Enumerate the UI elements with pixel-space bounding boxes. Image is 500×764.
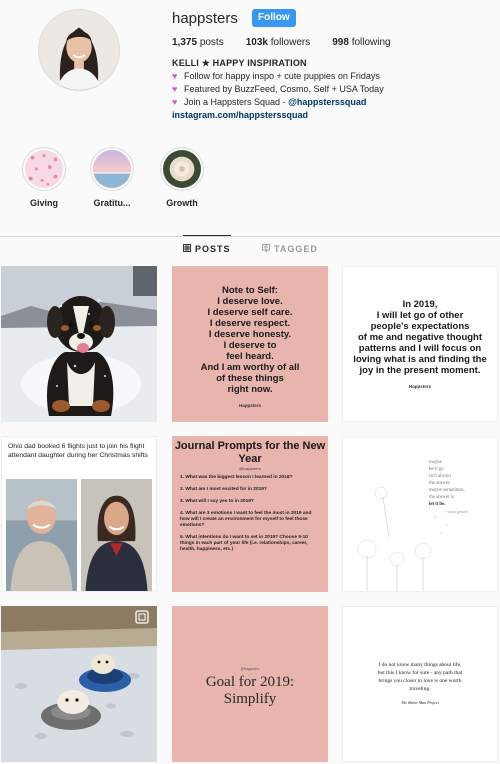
journal-prompt: 4. What are 3 emotions I want to feel the most in 2019 and how will I create an environment for myself to feel those emotions? xyxy=(180,511,312,528)
post-tile-in-2019[interactable] xyxy=(342,266,498,422)
quote-line: In 2019, xyxy=(402,299,438,310)
quote-line: but this I know for sure - any path that xyxy=(377,670,463,676)
quote-line: right now. xyxy=(227,383,273,395)
tab-divider xyxy=(0,236,500,237)
journal-prompt: 3. What will I say yes to in 2019? xyxy=(180,499,254,504)
bio-website-link[interactable]: instagram.com/happsterssquad xyxy=(172,110,309,120)
follow-button[interactable]: Follow xyxy=(252,9,296,27)
heart-icon: ♥ xyxy=(172,71,178,81)
journal-prompt-list xyxy=(172,475,328,553)
post-tile-note-to-self[interactable] xyxy=(172,266,328,422)
dad-photo xyxy=(6,479,77,592)
highlight-label: Growth xyxy=(166,198,198,208)
post-tile-dandelion[interactable] xyxy=(342,436,498,592)
stat-following[interactable]: 998 following xyxy=(332,37,391,48)
flower-icon xyxy=(163,150,201,188)
bio-line: ♥ Follow for happy inspo + cute puppies on Fridays xyxy=(172,71,380,81)
quote-line: patterns and I will focus on xyxy=(358,343,482,354)
puppy-photo xyxy=(1,266,157,422)
tab-posts[interactable] xyxy=(183,244,231,254)
avatar-photo xyxy=(39,10,119,90)
profile-username: happsters xyxy=(172,10,238,27)
quote-line: I deserve to xyxy=(223,339,277,351)
highlight-growth[interactable] xyxy=(152,147,212,208)
quote-line: I deserve self care. xyxy=(207,306,293,318)
goal-title: Goal for 2019: xyxy=(205,673,295,690)
quote-line: maybe xyxy=(429,460,442,465)
quote-line: joy in the present moment. xyxy=(359,365,481,376)
bio-line: ♥ Featured by BuzzFeed, Cosmo, Self + USA Today xyxy=(172,84,384,94)
grid-icon xyxy=(183,244,191,254)
sunset-icon xyxy=(93,150,131,188)
profile-bio xyxy=(172,57,492,122)
quote-line: let it go xyxy=(429,467,444,472)
quote-line: maybe sometimes, xyxy=(429,488,465,493)
quote-line: And I am worthy of all xyxy=(200,361,300,373)
journal-prompt: 5. What intentions do I want to set in 2019? Choose 5-10 things in each part of your life (i.e. relationships, career, health, happiness, etc.) xyxy=(180,535,308,552)
tab-posts-label: POSTS xyxy=(195,244,231,254)
seal-pups-photo xyxy=(1,606,157,762)
quote-line: brings you closer to love is one worth xyxy=(378,678,462,684)
quote-line: people's expectations xyxy=(370,321,470,332)
quote-line: traveling. xyxy=(409,686,431,692)
journal-prompt: 2. What am I most excited for in 2019? xyxy=(180,487,267,492)
highlight-gratitude[interactable] xyxy=(82,147,142,208)
quote-line: I do not know many things about life, xyxy=(378,662,462,668)
quote-line: the answer. xyxy=(429,481,451,486)
highlight-giving[interactable] xyxy=(14,147,74,208)
tag-icon xyxy=(262,244,270,254)
goal-word: Simplify xyxy=(223,690,277,707)
post-tile-path-to-love[interactable] xyxy=(342,606,498,762)
quote-line: I will let go of other xyxy=(376,310,464,321)
quote-line: loving what is and finding the xyxy=(353,354,487,365)
bio-line: ♥ Join a Happsters Squad - @happsterssquad xyxy=(172,97,367,107)
quote-signature: Happsters xyxy=(408,384,431,389)
quote-line: the answer is xyxy=(429,495,455,500)
quote-signature: - mara gerard xyxy=(445,509,468,514)
post-tile-goal-2019[interactable] xyxy=(172,606,328,762)
flight-attendant-photo xyxy=(81,479,152,592)
goal-handle: @happsters xyxy=(240,665,260,671)
squad-mention-link[interactable]: @happsterssquad xyxy=(288,97,367,107)
journal-title: Journal Prompts for the New Year xyxy=(174,440,326,465)
quote-line: I deserve love. xyxy=(217,295,283,307)
post-tile-journal-prompts[interactable] xyxy=(172,436,328,592)
quote-line: I deserve respect. xyxy=(209,317,291,329)
post-tile-seal-pups[interactable] xyxy=(1,606,157,762)
pink-pattern-icon xyxy=(25,150,63,188)
heart-icon: ♥ xyxy=(172,97,178,107)
quote-line: I deserve honesty. xyxy=(208,328,292,340)
stat-posts: 1,375 posts xyxy=(172,37,224,48)
tab-tagged-label: TAGGED xyxy=(274,244,318,254)
heart-icon: ♥ xyxy=(172,84,178,94)
profile-stats xyxy=(172,37,413,48)
profile-avatar[interactable] xyxy=(38,9,120,91)
quote-signature: The Better Man Project xyxy=(401,700,439,705)
tab-tagged[interactable] xyxy=(262,244,318,254)
quote-line: of me and negative thought xyxy=(357,332,483,343)
highlight-label: Giving xyxy=(29,198,58,208)
quote-line: isn't always xyxy=(429,474,452,479)
journal-handle: @happsters xyxy=(239,466,261,471)
post-tile-ohio-dad[interactable] xyxy=(1,436,157,592)
journal-prompt: 1. What was the biggest lesson I learned in 2018? xyxy=(180,475,293,480)
bio-name: KELLI ★ HAPPY INSPIRATION xyxy=(172,58,307,68)
highlight-label: Gratitu... xyxy=(93,198,131,208)
stat-followers[interactable]: 103k followers xyxy=(245,37,311,48)
quote-signature: Happsters xyxy=(238,402,261,408)
quote-line: feel heard. xyxy=(226,350,274,362)
news-headline: Ohio dad booked 6 flights just to join his flight attendant daughter during her Christmas shifts xyxy=(8,443,148,459)
quote-line: of these things xyxy=(216,372,284,384)
quote-line: let it be. xyxy=(429,502,446,507)
quote-line: Note to Self: xyxy=(222,284,278,296)
post-tile-puppy[interactable] xyxy=(1,266,157,422)
